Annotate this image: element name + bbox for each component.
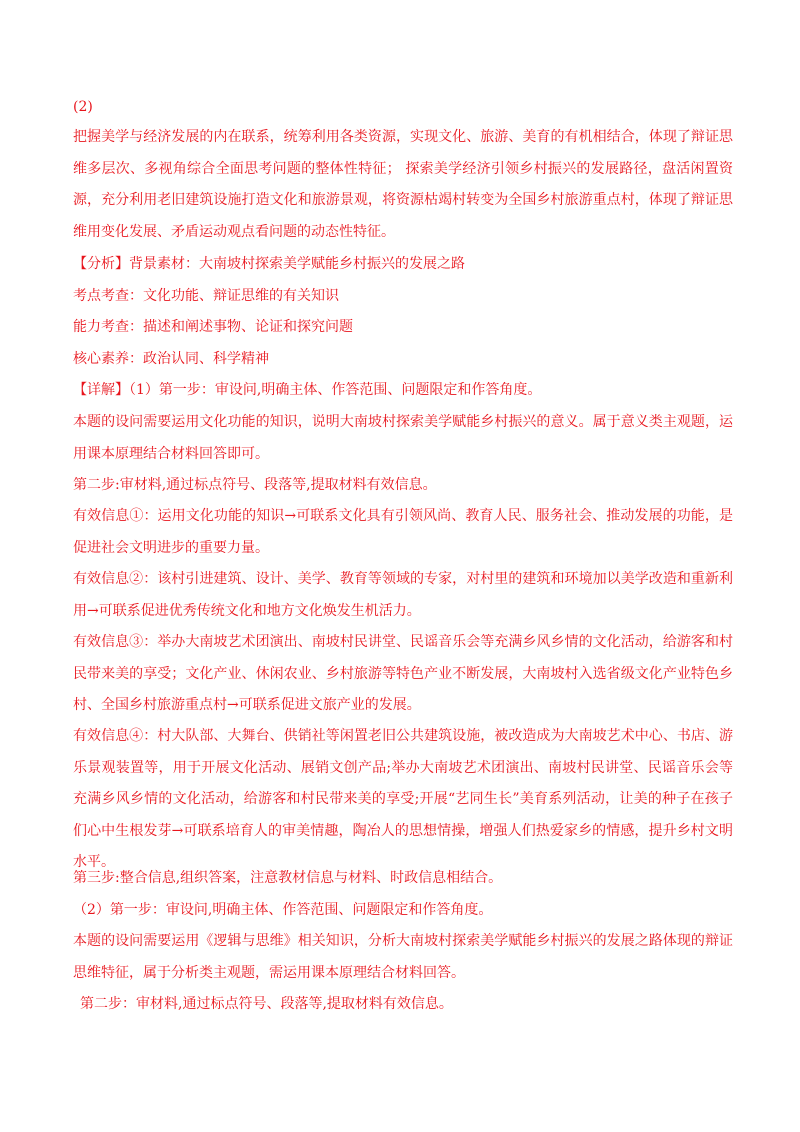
detail-step-three: 第三步:整合信息,组织答案，注意教材信息与材料、时政信息相结合。 xyxy=(73,870,503,886)
part-two-question-analysis: 本题的设问需要运用《逻辑与思维》相关知识，分析大南坡村探索美学赋能乡村振兴的发展之路体现的辩证思维特征，属于分析类主观题，需运用课本原理结合材料回答。 xyxy=(73,933,733,981)
detail-step-two: 第二步:审材料,通过标点符号、段落等,提取材料有效信息。 xyxy=(73,477,437,493)
answer-number: (2) xyxy=(73,99,93,115)
effective-info-4: 有效信息④：村大队部、大舞台、供销社等闲置老旧公共建筑设施，被改造成为大南坡艺术中心、书店、游乐景观装置等，用于开展文化活动、展销文创产品;举办大南坡艺术团演出、南坡村民讲堂、民谣音乐会等充满乡风乡情的文化活动，给游客和村民带来美的享受;开展“艺同生长”美育系列活动，让美的种子在孩子们心中生根发芽→可联系培育人的审美情趣，陶冶人的思想情操，增强人们热爱家乡的情感，提升乡村文明水平。 xyxy=(73,728,733,870)
effective-info-1: 有效信息①：运用文化功能的知识→可联系文化具有引领风尚、教育人民、服务社会、推动发展的功能，是促进社会文明进步的重要力量。 xyxy=(73,508,733,556)
answer-paragraph: 把握美学与经济发展的内在联系，统筹利用各类资源，实现文化、旅游、美育的有机相结合，体现了辩证思维多层次、多视角综合全面思考问题的整体性特征； 探索美学经济引领乡村振兴的发展路径，盘活闲置资源，充分利用老旧建筑设施打造文化和旅游景观，将资源枯竭村转变为全国乡村旅游重点村，体现了辩证思维用变化发展、矛盾运动观点看问题的动态性特征。 xyxy=(73,129,733,240)
detail-question-analysis: 本题的设问需要运用文化功能的知识，说明大南坡村探索美学赋能乡村振兴的意义。属于意义类主观题，运用课本原理结合材料回答即可。 xyxy=(73,414,733,462)
analysis-examined-points: 考点考查：文化功能、辩证思维的有关知识 xyxy=(73,288,339,304)
analysis-core-literacy: 核心素养：政治认同、科学精神 xyxy=(73,351,269,367)
analysis-abilities: 能力考查：描述和阐述事物、论证和探究问题 xyxy=(73,319,353,335)
effective-info-2: 有效信息②：该村引进建筑、设计、美学、教育等领域的专家，对村里的建筑和环境加以美学改造和重新利用→可联系促进优秀传统文化和地方文化焕发生机活力。 xyxy=(73,571,733,619)
effective-info-3: 有效信息③：举办大南坡艺术团演出、南坡村民讲堂、民谣音乐会等充满乡风乡情的文化活动，给游客和村民带来美的享受；文化产业、休闲农业、乡村旅游等特色产业不断发展，大南坡村入选省级文化产业特色乡村、全国乡村旅游重点村→可联系促进文旅产业的发展。 xyxy=(73,634,733,713)
analysis-background: 【分析】背景素材：大南坡村探索美学赋能乡村振兴的发展之路 xyxy=(73,256,465,272)
detail-step-one: 【详解】（1）第一步：审设问,明确主体、作答范围、问题限定和作答角度。 xyxy=(73,382,542,398)
part-two-step-one: （2）第一步：审设问,明确主体、作答范围、问题限定和作答角度。 xyxy=(73,902,493,918)
part-two-step-two: 第二步：审材料,通过标点符号、段落等,提取材料有效信息。 xyxy=(80,996,453,1012)
